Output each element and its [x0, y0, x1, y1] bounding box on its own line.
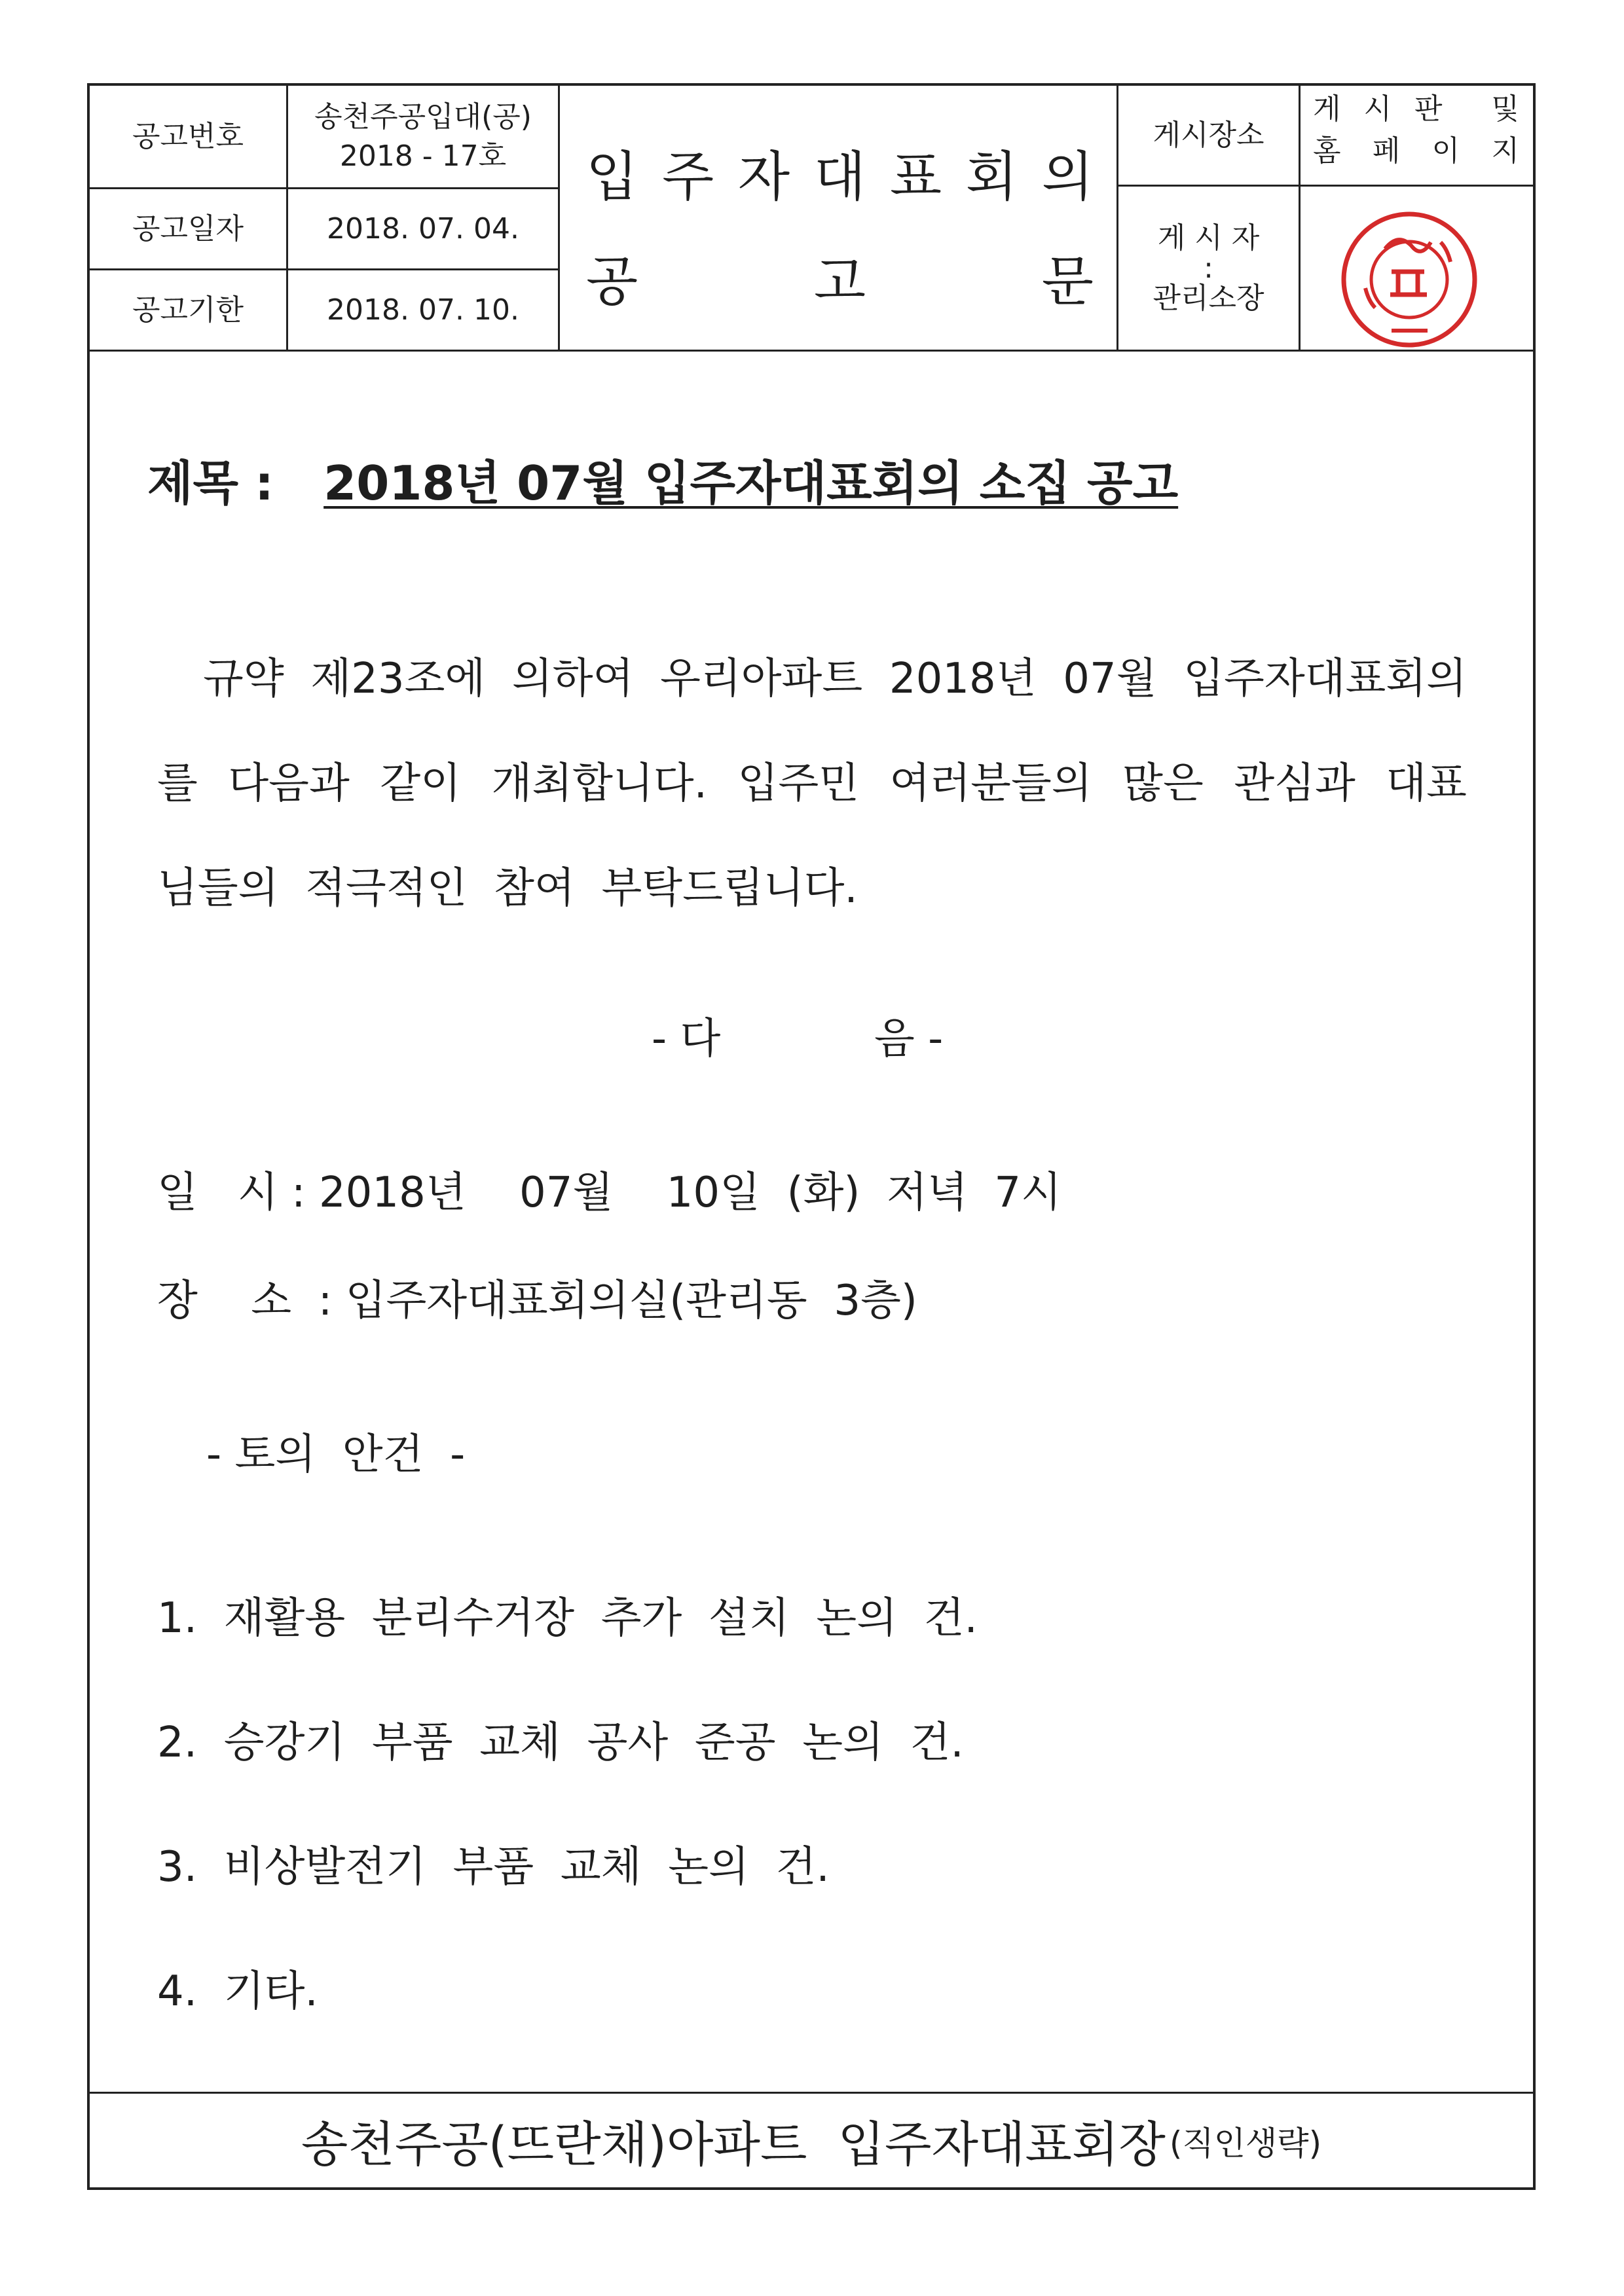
- subject-label: 제목 :: [147, 456, 274, 511]
- notice-no-value-line-1: 송천주공입대(공): [314, 100, 532, 134]
- title-char: 표: [889, 146, 942, 208]
- post-place-char: 이: [1431, 134, 1460, 168]
- notice-no-value: [288, 86, 558, 187]
- poster-label-line-1: 게 시 자: [1157, 221, 1260, 255]
- subject-value: 2018년 07월 입주자대표회의 소집 공고: [323, 456, 1179, 511]
- body-line-3: 님들의 적극적인 참여 부탁드립니다.: [157, 864, 858, 913]
- post-place-char: 지: [1491, 134, 1519, 168]
- body-word: 2018년: [889, 655, 1037, 703]
- agenda-item: 1. 재활용 분리수거장 추가 설치 논의 건.: [157, 1594, 978, 1643]
- post-place-value-line-1: [1313, 88, 1519, 130]
- body-word: 07월: [1063, 655, 1157, 703]
- datetime-row: [157, 1159, 1061, 1219]
- post-place-value: [1313, 88, 1519, 183]
- title-char: 고: [813, 251, 866, 313]
- post-place-char: 게: [1313, 92, 1341, 126]
- body-word: 규약: [203, 655, 284, 703]
- footer-main: 송천주공(뜨란채)아파트 입주자대표회장: [301, 2117, 1166, 2173]
- datetime-label: 일 시 :: [157, 1169, 306, 1217]
- agenda-item: 3. 비상발전기 부품 교체 논의 건.: [157, 1843, 830, 1891]
- post-place-char: 및: [1491, 92, 1519, 126]
- title-line-1: [586, 134, 1094, 211]
- body-line-2: [157, 750, 1467, 810]
- notice-date-value: 2018. 07. 04.: [327, 211, 519, 246]
- place-label: 장 소 :: [157, 1277, 333, 1325]
- section-heading-left: - 다: [652, 1015, 721, 1063]
- body-word: 를: [157, 759, 198, 808]
- header-bottom-line: [87, 350, 1536, 352]
- notice-deadline-label: 공고기한: [132, 293, 244, 327]
- notice-no-value-line-2: 2018 - 17호: [339, 139, 507, 173]
- post-place-char: 페: [1372, 134, 1401, 168]
- title-char: 공: [586, 251, 638, 313]
- agenda-item: 4. 기타.: [157, 1967, 318, 2016]
- place-row: [157, 1267, 917, 1327]
- body-word: 우리아파트: [660, 655, 863, 703]
- official-seal-stamp: [1339, 210, 1480, 350]
- post-place-char: 시: [1363, 92, 1392, 126]
- body-word: 개최합니다.: [491, 759, 707, 808]
- subject-line: [147, 445, 1178, 513]
- title-char: 주: [661, 146, 714, 208]
- body-word: 입주자대표회의: [1183, 655, 1467, 703]
- body-word: 여러분들의: [889, 759, 1092, 808]
- title-char: 자: [737, 146, 790, 208]
- footer-note: (직인생략): [1169, 2124, 1322, 2162]
- notice-no-label: 공고번호: [132, 119, 244, 153]
- place-value: 입주자대표회의실(관리동 3층): [345, 1277, 917, 1325]
- header-column-line: [1299, 83, 1301, 351]
- body-word: 많은: [1122, 759, 1204, 808]
- title-char: 회: [965, 146, 1018, 208]
- section-heading-right: 음 -: [874, 1015, 944, 1063]
- agenda-item: 2. 승강기 부품 교체 공사 준공 논의 건.: [157, 1719, 964, 1767]
- datetime-value: 2018년 07월 10일 (화) 저녁 7시: [318, 1169, 1061, 1217]
- body-word: 의하여: [511, 655, 634, 703]
- poster-label-line-2: 관리소장: [1153, 282, 1264, 316]
- agenda-heading: - 토의 안건 -: [206, 1430, 466, 1479]
- title-line-2: [586, 239, 1094, 316]
- poster-label-colon: :: [1204, 251, 1213, 285]
- body-word: 같이: [380, 759, 461, 808]
- title-char: 입: [586, 146, 638, 208]
- post-place-value-line-2: [1313, 130, 1519, 172]
- body-word: 입주민: [737, 759, 859, 808]
- body-word: 다음과: [228, 759, 350, 808]
- title-char: 대: [813, 146, 866, 208]
- title-char: 의: [1041, 146, 1094, 208]
- post-place-char: 판: [1414, 92, 1443, 126]
- title-char: 문: [1041, 251, 1094, 313]
- post-place-char: 홈: [1313, 134, 1341, 168]
- notice-deadline-value: 2018. 07. 10.: [327, 293, 519, 327]
- notice-date-label: 공고일자: [132, 211, 244, 246]
- body-line-1: [203, 645, 1467, 705]
- body-word: 제23조에: [310, 655, 486, 703]
- body-word: 대표: [1386, 759, 1467, 808]
- footer-signature: [87, 2092, 1536, 2190]
- header-column-line: [558, 83, 560, 351]
- body-word: 관심과: [1234, 759, 1356, 808]
- poster-label: [1118, 187, 1299, 350]
- post-place-label: 게시장소: [1153, 118, 1264, 152]
